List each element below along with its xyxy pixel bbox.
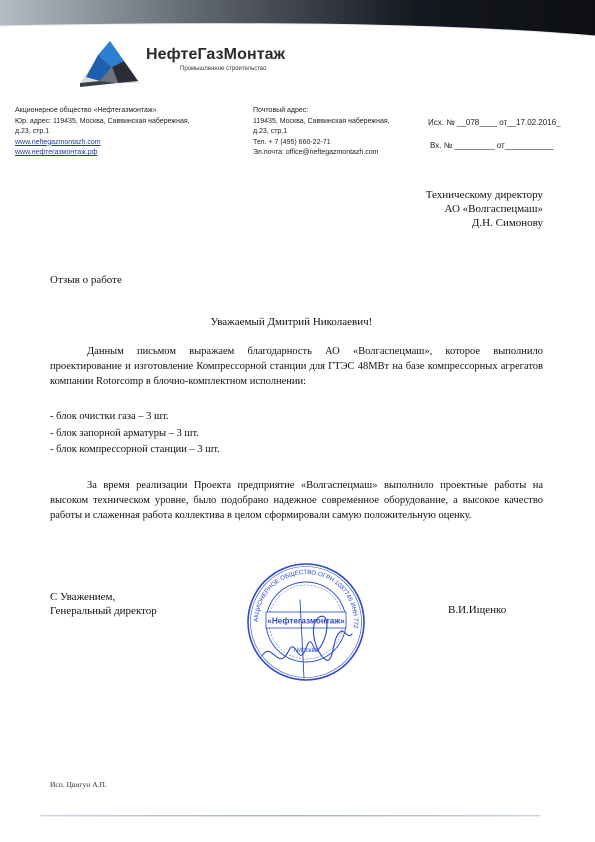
postal-address-line1: 119435, Москва, Саввинская набережная,: [253, 117, 390, 125]
company-name: НефтеГазМонтаж: [146, 46, 286, 63]
logo-mountain-icon: [78, 37, 142, 89]
list-item: - блок очистки газа – 3 шт.: [50, 411, 169, 422]
closing-block: [50, 590, 157, 618]
email: Эл.почта: office@neftegazmontazh.com: [253, 149, 379, 156]
website-link-cyrillic[interactable]: www.нефтегазмонтаж.рф: [15, 149, 98, 156]
signer-title: Генеральный директор: [50, 605, 157, 617]
footer-divider: [40, 812, 540, 820]
stamp-center-text: «Нефтегазмонтаж»: [267, 616, 345, 626]
salutation: Уважаемый Дмитрий Николаевич!: [210, 316, 373, 328]
outgoing-number: Исх. № __078____ от__17.02.2016_: [428, 118, 561, 127]
addressee-block: [340, 188, 543, 230]
header-band: [0, 0, 595, 36]
company-stamp-seal: [244, 560, 368, 684]
incoming-number: Вх. № _________ от___________: [430, 141, 554, 150]
list-item: - блок запорной арматуры – 3 шт.: [50, 427, 199, 439]
legal-address-line1: Юр. адрес: 119435, Москва, Саввинская набережная,: [15, 117, 190, 125]
stamp-ring-text: АКЦИОНЕРНОЕ ОБЩЕСТВО ОГРН 1087746 ИНН 772: [252, 568, 360, 629]
legal-address-block: [15, 106, 240, 159]
postal-label: Почтовый адрес:: [253, 107, 309, 114]
list-item: - блок компрессорной станции – 3 шт.: [50, 444, 220, 455]
registration-block: [428, 117, 588, 151]
addressee-company: АО «Волгаспецмаш»: [444, 203, 543, 215]
closing-greeting: С Уважением,: [50, 591, 116, 603]
company-tagline: Промышленное строительство: [180, 66, 267, 72]
org-name: Акционерное общество «Нефтегазмонтаж»: [15, 107, 157, 114]
body-paragraph-2: За время реализации Проекта предприятие «Волгаспецмаш» выполнило проектные работы на высоком техническом уровне, было подобрано надежное современное оборудование, а высокое качество работы и слаженная работа коллектива в целом сформировали самую положительную оценку.: [50, 480, 543, 521]
addressee-position: Техническому директору: [425, 189, 543, 201]
bullet-list: [50, 409, 220, 459]
stamp-city-text: г.Москва: [293, 647, 319, 654]
legal-address-line2: д.23, стр.1: [15, 128, 50, 135]
website-link-latin[interactable]: www.neftegazmontazh.com: [15, 138, 101, 146]
signer-name: В.И.Ищенко: [448, 604, 507, 616]
postal-address-line2: д.23, стр.1: [253, 128, 288, 135]
addressee-name: Д.Н. Симонову: [471, 217, 543, 229]
body-paragraph-1: Данным письмом выражаем благодарность АО «Волгаспецмаш», которое выполнило проектирование и изготовление Компрессорной станции для ГТЭС 48МВт на базе компрессорных агрегатов компании Rotorcomp в блочно-комплектном исполнении:: [50, 346, 543, 387]
letter-subject: Отзыв о работе: [50, 274, 122, 286]
executor-note: Исп. Цвигун А.П.: [50, 780, 107, 789]
postal-address-block: [253, 106, 423, 159]
phone: Тел. + 7 (495) 660-22-71: [253, 138, 331, 146]
